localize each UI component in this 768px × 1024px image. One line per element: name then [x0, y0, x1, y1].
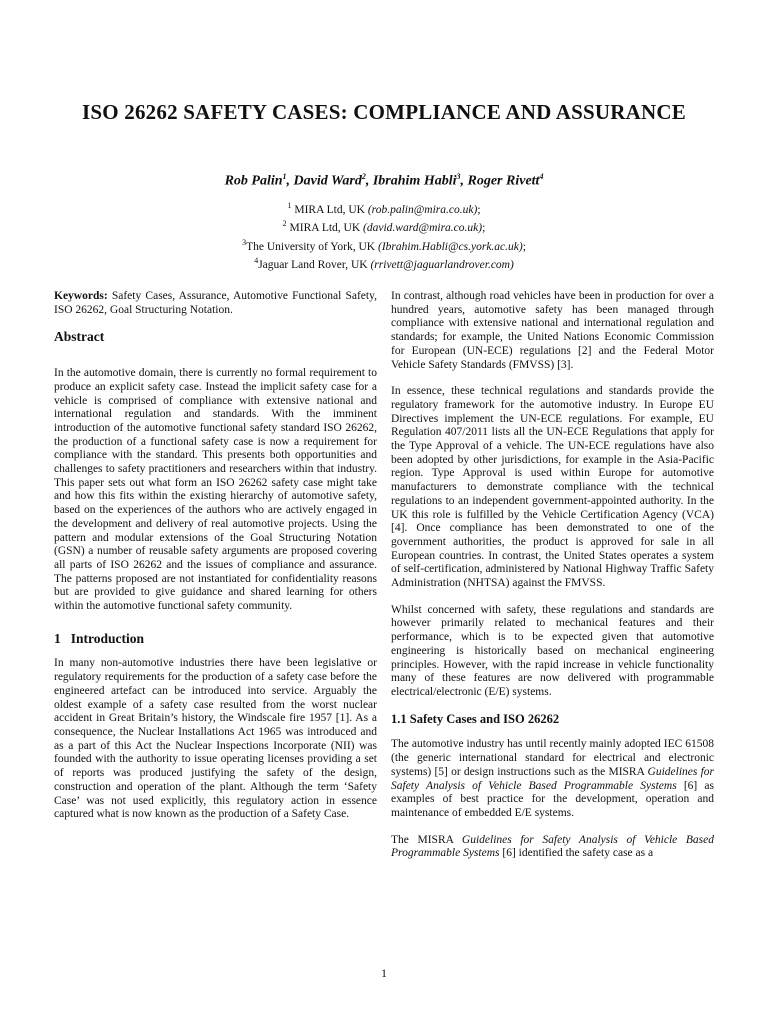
body-paragraph: [391, 738, 714, 820]
author-list: Rob Palin$^1$, David Ward$^2$, Ibrahim Habli$^3$, Roger Rivett$^4$: [224, 172, 544, 189]
affiliation-end: ;: [522, 240, 526, 253]
affiliation-sup: 4: [254, 255, 259, 265]
keywords: [54, 290, 377, 317]
body-paragraph: [391, 834, 714, 861]
affiliation-line: [60, 199, 708, 217]
affiliation-email: (david.ward@mira.co.uk): [363, 222, 483, 235]
keywords-text: Safety Cases, Assurance, Automotive Functional Safety, ISO 26262, Goal Structuring Notation.: [54, 290, 377, 316]
paper-title: ISO 26262 SAFETY CASES: COMPLIANCE AND ASSURANCE: [82, 100, 686, 124]
right-column: [391, 290, 714, 874]
text-run: The MISRA: [391, 833, 462, 846]
text-run: The automotive industry has until recently mainly adopted IEC 61508 (the generic international standard for electrical and electronic systems) [5] or design instructions such as the MISRA: [391, 738, 714, 778]
text-run: [6] identified the safety case as a: [499, 847, 654, 860]
introduction-text: In many non-automotive industries there have been legislative or regulatory requirements for the production of a safety case before the engineered artefact can be introduced into service. Arguably the oldest example of a safety case resulted from the worst nuclear accident in Great Britain’s history, the Windscale fire 1957 [1]. As a consequence, the Nuclear Installations Act 1965 was introduced and as a part of this Act the Nuclear Inspections Incorporate (NII) was founded with the authority to issue operating licenses providing a set of reports was produced justifying the safety of the design, construction and operation of the plant. Although the term ‘Safety Case’ was not used explicitly, this regulatory action in essence captured what is now known as the production of a Safety Case.: [54, 657, 377, 821]
body-paragraph: In contrast, although road vehicles have been in production for over a hundred years, automotive safety has been managed through compliance with extensive national and international regulation and standards; for example, the United Nations Economic Commission for European (UN-ECE) regulations [2] and the Federal Motor Vehicle Safety Standards (FMVSS) [3].: [391, 290, 714, 371]
affiliation-end: ;: [482, 222, 486, 235]
italic-title: Guidelines for Safety Analysis of Vehicle Based Programmable Systems: [391, 833, 715, 860]
introduction-heading: [54, 632, 377, 646]
author-name: Ibrahim Habli: [372, 173, 457, 189]
affiliation-line: [60, 254, 708, 272]
left-column: [54, 290, 377, 835]
abstract-text: In the automotive domain, there is currently no formal requirement to produce an explicit safety case. Instead the implicit safety case for a vehicle is comprised of compliance with extensive national and international regulation and standards. With the imminent introduction of the automotive functional safety standard ISO 26262, the production of a functional safety case is now a requirement for compliance with the standard. This presents both opportunities and challenges to safety practitioners and researchers within that industry. This paper sets out what form an ISO 26262 safety case might take and how this fits within the existing hierarchy of automotive safety, based on the experiences of the authors who are actively engaged in the development and delivery of real automotive projects. Using the pattern and modular extensions of the Goal Structuring Notation (GSN) a number of reusable safety arguments are proposed covering all parts of ISO 26262 and the issues of compliance and assurance. The patterns proposed are not instantiated for confidentiality reasons but are provided to give guidance and shared learning for others within the automotive functional safety community.: [54, 367, 377, 613]
affiliation-line: [60, 217, 708, 235]
author-name: Roger Rivett: [467, 173, 540, 189]
body-paragraph: Whilst concerned with safety, these regulations and standards are however primarily related to mechanical features and their performance, which is to be expected given that automotive engineering is historically based on mechanical engineering principles. However, with the rapid increase in vehicle functionality many of these features are now delivered with programmable electrical/electronic (E/E) systems.: [391, 603, 714, 698]
text-run: [6] as examples of best practice for the development, operation and maintenance of embedded E/E systems.: [391, 779, 714, 819]
affiliation-sup: 3: [242, 237, 247, 247]
affiliation-org: MIRA Ltd, UK: [289, 222, 364, 235]
section-number: 1: [54, 630, 61, 646]
author-name: David Ward: [293, 173, 362, 189]
author-sup: 3: [456, 172, 461, 181]
affiliation-email: (Ibrahim.Habli@cs.york.ac.uk): [378, 240, 523, 253]
affiliation-sup: 2: [282, 219, 287, 229]
body-paragraph: In essence, these technical regulations and standards provide the regulatory framework for the automotive industry. In Europe EU Directives implement the UN-ECE regulations. For example, EU Regulation 407/2011 lists all the UN-ECE Regulations that apply for the Type Approval of a vehicle. The UN-ECE regulations have also been adopted by other jurisdictions, for example in the Asia-Pacific region. Type Approval is used within Europe for automotive manufacturers to demonstrate compliance with the technical regulations to an independent government-appointed authority. In the UK this role is fulfilled by the Vehicle Certification Agency (VCA) [4]. Once compliance has been demonstrated to one of the government authorities, the product is approved for sale in all European countries. In contrast, the United States operates a system of self-certification, administered by National Highway Traffic Safety Administration (NHTSA) against the FMVSS.: [391, 385, 714, 590]
author-sup: 4: [539, 172, 544, 181]
affiliation-email: (rrivett@jaguarlandrover.com): [370, 258, 514, 271]
affiliation-list: [60, 199, 708, 272]
affiliation-end: ;: [477, 203, 481, 216]
affiliation-org: Jaguar Land Rover, UK: [258, 258, 371, 271]
subsection-heading: 1.1 Safety Cases and ISO 26262: [391, 711, 560, 726]
author-name: Rob Palin: [224, 173, 283, 189]
affiliation-line: [60, 236, 708, 254]
italic-title: Guidelines for Safety Analysis of Vehicle Based Programmable Systems: [391, 765, 714, 792]
keywords-label: Keywords:: [54, 290, 108, 302]
abstract-heading: Abstract: [54, 329, 105, 345]
page-number: 1: [381, 966, 387, 980]
affiliation-org: The University of York, UK: [246, 240, 378, 253]
affiliation-org: MIRA Ltd, UK: [294, 203, 368, 216]
author-sup: 2: [361, 172, 366, 181]
affiliation-email: (rob.palin@mira.co.uk): [367, 203, 478, 216]
section-title: Introduction: [70, 630, 145, 646]
author-sup: 1: [282, 172, 287, 181]
affiliation-sup: 1: [287, 201, 292, 210]
